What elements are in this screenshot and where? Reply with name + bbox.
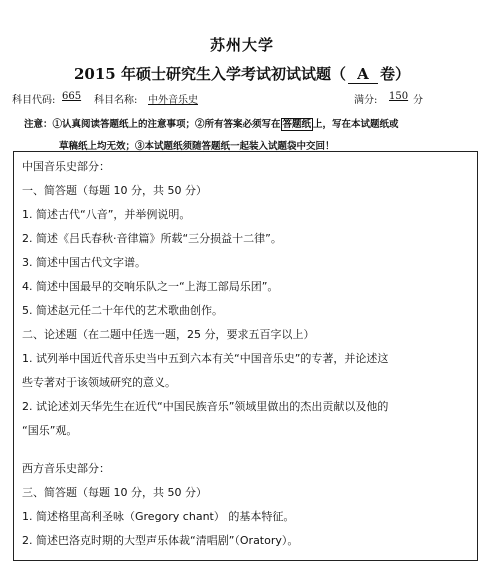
- question-item: 5. 简述赵元任二十年代的艺术歌曲创作。: [22, 304, 223, 317]
- subject-meta: [12, 91, 474, 107]
- full-score: 150: [389, 91, 409, 102]
- subject-code: 665: [62, 91, 82, 102]
- question-item: 2. 试论述刘天华先生在近代“中国民族音乐”领域里做出的杰出贡献以及他的: [22, 400, 389, 413]
- subject-code-label: 科目代码:: [12, 95, 56, 106]
- question-item: 2. 简述巴洛克时期的大型声乐体裁“清唱剧”（Oratory）。: [22, 534, 299, 547]
- full-score-label: 满分:: [354, 95, 378, 106]
- question-heading: 二、论述题（在二题中任选一题，25 分，要求五百字以上）: [22, 328, 315, 341]
- question-item: 3. 简述中国古代文字谱。: [22, 256, 146, 269]
- exam-title-suffix: 卷）: [379, 65, 410, 83]
- notice-line-1: [24, 116, 474, 130]
- notice-line-2: 草稿纸上均无效；③本试题纸须随答题纸一起装入试题袋中交回！: [59, 141, 335, 152]
- question-item: 1. 简述古代“八音”，并举例说明。: [22, 208, 191, 221]
- notice-boxed-term: 答题纸: [282, 119, 312, 130]
- notice-text-a: 注意：①认真阅读答题纸上的注意事项；②所有答案必须写在: [24, 119, 281, 130]
- score-unit: 分: [413, 95, 423, 106]
- section-heading: 中国音乐史部分：: [22, 160, 110, 173]
- subject-name-label: 科目名称:: [94, 95, 138, 106]
- question-item-continued: “国乐”观。: [22, 424, 78, 437]
- paper-code: A: [348, 65, 378, 84]
- subject-name: 中外音乐史: [148, 95, 198, 106]
- question-item: 1. 试列举中国近代音乐史当中五到六本有关“中国音乐史”的专著，并论述这: [22, 352, 389, 365]
- question-item: 1. 简述格里高利圣咏（Gregory chant） 的基本特征。: [22, 510, 295, 523]
- question-heading: 三、简答题（每题 10 分，共 50 分）: [22, 486, 207, 499]
- section-heading: 西方音乐史部分：: [22, 462, 110, 475]
- question-item: 2. 简述《吕氏春秋·音律篇》所载“三分损益十二律”。: [22, 232, 282, 245]
- exam-title: [0, 63, 484, 84]
- exam-title-prefix: 2015 年硕士研究生入学考试初试试题（: [74, 65, 346, 83]
- university-title: 苏州大学: [209, 36, 274, 54]
- notice-text-b: 上，写在本试题纸或: [313, 119, 399, 130]
- question-item: 4. 简述中国最早的交响乐队之一“上海工部局乐团”。: [22, 280, 279, 293]
- question-heading: 一、简答题（每题 10 分，共 50 分）: [22, 184, 207, 197]
- question-item-continued: 些专著对于该领域研究的意义。: [22, 376, 176, 389]
